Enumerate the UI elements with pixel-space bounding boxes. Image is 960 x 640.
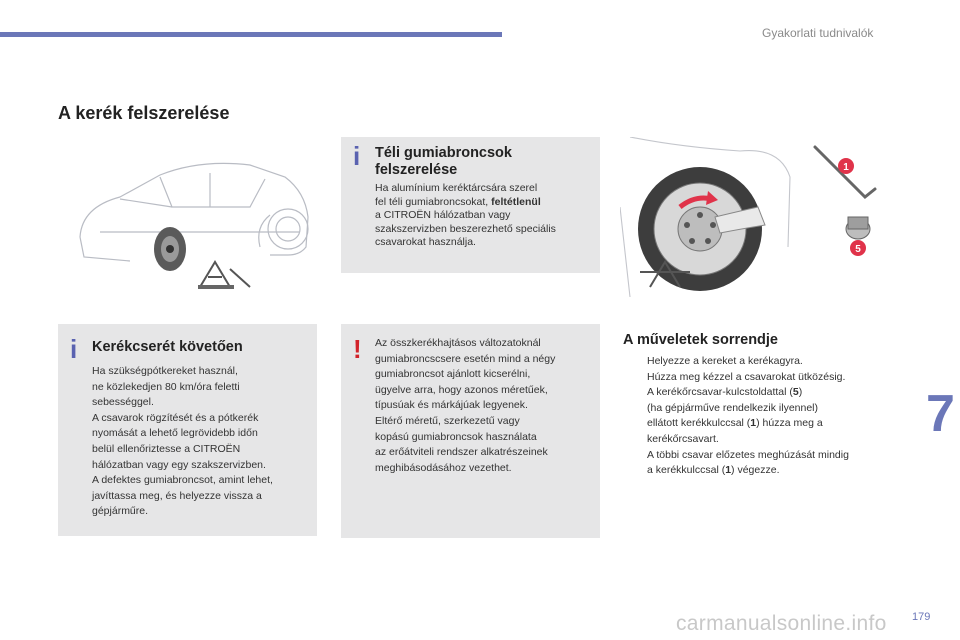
list-item: Húzza meg kézzel a csavarokat ütközésig. — [647, 370, 846, 383]
callout-1-label: 1 — [843, 162, 849, 173]
chapter-number: 7 — [926, 385, 955, 443]
winter-tyres-info-box — [341, 137, 600, 273]
operations-title: A műveletek sorrendje — [623, 332, 778, 348]
list-item: A kerékőrcsavar-kulcstoldattal (5) (ha gépjárműve rendelkezik ilyennel) ellátott kerékkulccsal (1) húzza meg a kerékőrcsavart. — [647, 386, 823, 445]
operations-list — [623, 354, 893, 479]
callout-5-label: 5 — [855, 244, 861, 255]
after-wheel-change-title: Kerékcserét követően — [92, 339, 243, 355]
info-icon: i — [353, 141, 361, 171]
warning-icon: ! — [353, 334, 362, 364]
info-icon: i — [70, 334, 78, 364]
section-header: Gyakorlati tudnivalók — [762, 26, 874, 40]
after-wheel-change-info-box — [58, 324, 317, 536]
top-accent-bar — [0, 32, 502, 37]
wheel-mounting-illustration — [620, 137, 886, 299]
page-number: 179 — [912, 611, 931, 623]
winter-tyres-title: Téli gumiabroncsok felszerelése — [375, 145, 512, 178]
after-wheel-change-text: Ha szükségpótkereket használ, ne közlekedjen 80 km/óra feletti sebességgel. A csavarok rögzítését és a pótkerék nyomását a lehető legrövidebb időn belül ellenőriztesse a CITROËN hálózatban vagy egy szakszervizben. A defektes gumiabroncsot, amint lehet, javíttassa meg, és helyezze vissza a gépjárműre. — [92, 365, 273, 518]
list-item: A többi csavar előzetes meghúzását mindig a kerékkulccsal (1) végezze. — [647, 448, 849, 477]
list-item: Helyezze a kereket a kerékagyra. — [647, 355, 803, 367]
car-jack-illustration — [60, 137, 318, 299]
watermark: carmanualsonline.info — [676, 612, 887, 635]
page-title: A kerék felszerelése — [58, 103, 230, 123]
winter-tyres-text: Ha alumínium keréktárcsára szerel fel téli gumiabroncsokat, feltétlenül a CITROËN hálózatban vagy szakszervizben beszerezhető speciális csavarokat használja. — [375, 182, 556, 248]
warning-text: Az összkerékhajtásos változatoknál gumiabroncscsere esetén mind a négy gumiabroncsot ajánlott kicserélni, ügyelve arra, hogy azonos méretűek, típusúak és márkájúak legyenek. Eltérő méretű, szerkezetű vagy kopású gumiabroncsok használata az erőátviteli rendszer alkatrészeinek meghibásodásához vezethet. — [375, 337, 556, 474]
four-wheel-drive-warning-box — [341, 324, 600, 538]
